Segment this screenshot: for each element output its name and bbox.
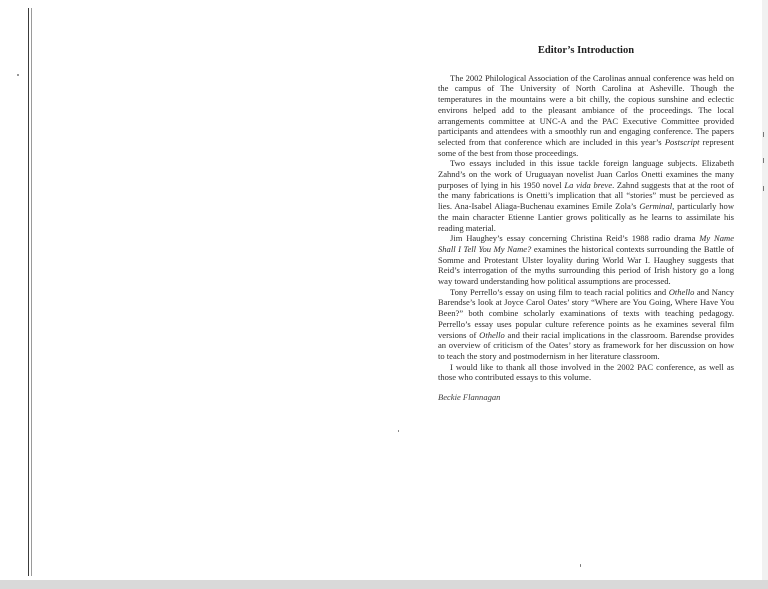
paragraph-text: Tony Perrello’s essay on using film to teach racial politics and — [450, 286, 669, 297]
binding-line — [28, 8, 29, 576]
scan-speck — [398, 430, 399, 432]
scan-mark — [763, 186, 764, 191]
page-title: Editor’s Introduction — [537, 45, 635, 56]
paragraph — [438, 73, 734, 159]
paragraph — [438, 287, 734, 362]
paragraph-text: . Zahnd suggests that at the root of the many fabrications is Onetti’s implication that all “stories” must be percieved as lies. Ana-Isabel Aliaga-Buchenau examines Emile Zola’s — [438, 179, 734, 212]
paragraph-text: and Nancy Barendse’s look at Joyce Carol Oates’ story “Where are You Going, Where Have You Been?” both combine scholarly examinations of texts with teaching pedagogy. Perrello’s essay uses popular culture reference points as he examines several film versions of — [438, 286, 735, 340]
italic-title-text: Othello — [668, 286, 695, 297]
editor-signature: Beckie Flannagan — [438, 392, 501, 403]
italic-title-text: My Name Shall I Tell You My Name? — [438, 233, 734, 254]
scan-mark — [763, 132, 764, 137]
scan-mark — [763, 158, 764, 163]
binding-line-shadow — [31, 8, 32, 576]
scan-bottom-border — [0, 580, 768, 589]
scan-speck — [580, 564, 581, 567]
paragraph-text: examines the historical contexts surrounding the Battle of Somme and Protestant Ulster loyality during World War I. Haughey suggests that Reid’s interrogation of the myths surrounding this period of Irish history go a long way toward understanding how political assumptions are processed. — [438, 243, 734, 287]
editors-introduction-page — [438, 46, 734, 403]
paragraph-text: represent some of the best from those proceedings. — [438, 136, 734, 158]
paragraph — [438, 362, 734, 383]
italic-title-text: Germinal — [639, 201, 673, 212]
paragraph-text: Two essays included in this issue tackle foreign language subjects. Elizabeth Zahnd’s on the work of Uruguayan novelist Juan Carlos Onetti examines the many purposes of lying in his 1950 novel — [438, 158, 734, 190]
scan-speck — [17, 74, 19, 76]
paragraph — [438, 158, 734, 233]
italic-title-text: Othello — [479, 329, 505, 340]
paragraph — [438, 233, 734, 287]
introduction-body — [438, 73, 734, 383]
paragraph-text: I would like to thank all those involved in the 2002 PAC conference, as well as those who contributed essays to this volume. — [438, 361, 734, 383]
page-edge-shadow — [762, 0, 768, 589]
italic-title-text: Postscript — [664, 136, 700, 147]
paragraph-text: , particularly how the main character Etienne Lantier grows politically as he learns to assimilate his reading material. — [438, 201, 734, 233]
paragraph-text: The 2002 Philological Association of the Carolinas annual conference was held on the campus of The University of North Carolina at Asheville. Though the temperatures in the mountains were a bit chilly, the copious sunshine and eclectic environs helped add to the pleasant ambiance of the proceedings. The local arrangements committee at UNC-A and the PAC Executive Committee provided participants and attendees with a smoothly run and engaging conference. The papers selected from that conference which are included in this year’s — [438, 72, 734, 147]
italic-title-text: La vida breve — [564, 179, 613, 190]
paragraph-text: Jim Haughey’s essay concerning Christina Reid’s 1988 radio drama — [450, 233, 700, 244]
paragraph-text: and their racial implications in the classroom. Barendse provides an overview of criticism of the Oates’ story as framework for her discussion on how to teach the story and postmodernism in her literature classroom. — [438, 329, 734, 361]
